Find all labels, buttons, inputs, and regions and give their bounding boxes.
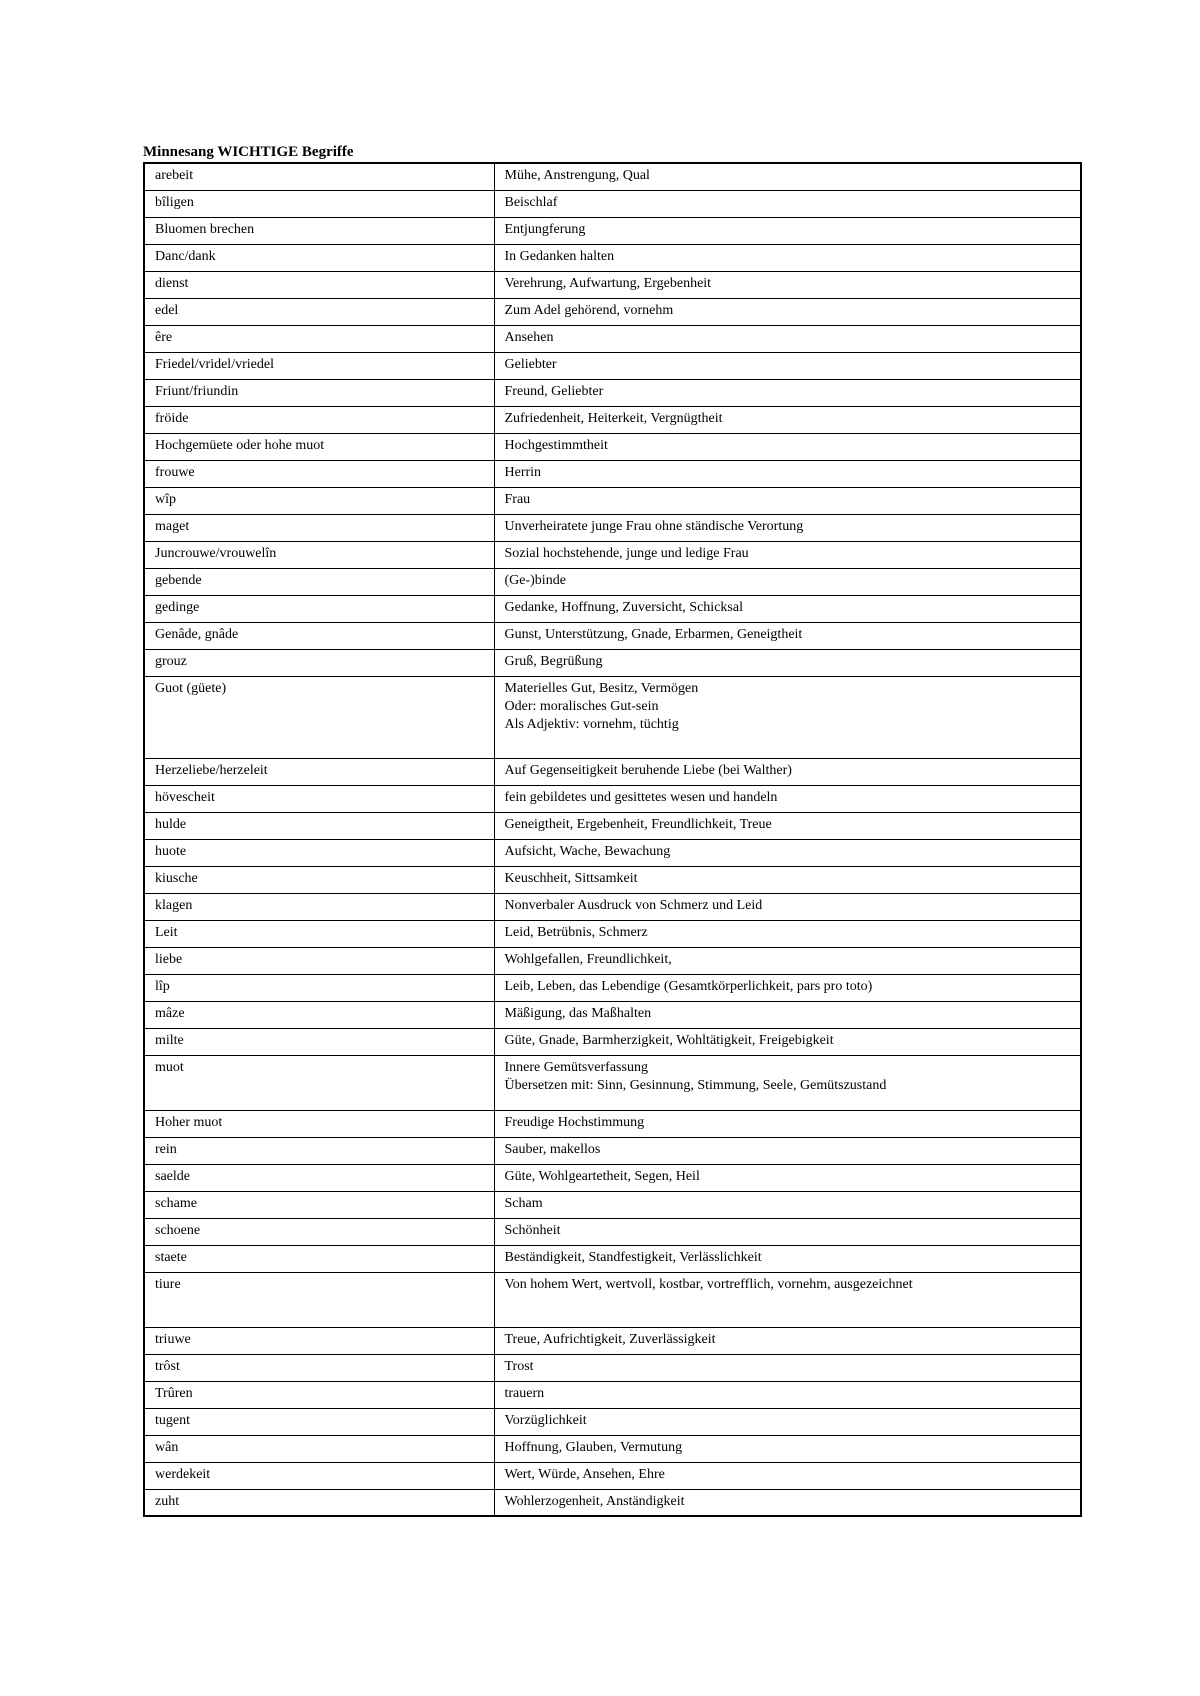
definition-line: Treue, Aufrichtigkeit, Zuverlässigkeit bbox=[504, 1331, 716, 1347]
definition-line: In Gedanken halten bbox=[504, 248, 615, 264]
table-row bbox=[144, 866, 1081, 893]
page-title: Minnesang WICHTIGE Begriffe bbox=[143, 144, 354, 160]
definition-cell bbox=[494, 839, 1081, 866]
table-row bbox=[144, 460, 1081, 487]
table-row bbox=[144, 1327, 1081, 1354]
definition-line: Nonverbaler Ausdruck von Schmerz und Leid bbox=[504, 897, 763, 913]
term-text: maget bbox=[155, 518, 190, 534]
term-cell bbox=[144, 758, 494, 785]
term-text: rein bbox=[155, 1141, 177, 1157]
term-cell bbox=[144, 163, 494, 190]
definition-cell bbox=[494, 1435, 1081, 1462]
definition-line: Ansehen bbox=[504, 329, 554, 345]
term-text: gedinge bbox=[155, 599, 200, 615]
table-row bbox=[144, 325, 1081, 352]
table-row bbox=[144, 785, 1081, 812]
document-page bbox=[143, 143, 1080, 1517]
definition-line: Gedanke, Hoffnung, Zuversicht, Schicksal bbox=[504, 599, 743, 615]
definition-line: Beischlaf bbox=[504, 194, 558, 210]
table-row bbox=[144, 920, 1081, 947]
definition-cell bbox=[494, 460, 1081, 487]
term-cell bbox=[144, 1164, 494, 1191]
definition-cell bbox=[494, 190, 1081, 217]
definition-line: Von hohem Wert, wertvoll, kostbar, vortrefflich, vornehm, ausgezeichnet bbox=[504, 1276, 913, 1292]
table-row bbox=[144, 244, 1081, 271]
definition-cell bbox=[494, 1245, 1081, 1272]
definition-cell bbox=[494, 758, 1081, 785]
term-text: tugent bbox=[155, 1412, 190, 1428]
term-text: Trûren bbox=[155, 1385, 193, 1401]
definition-cell bbox=[494, 1462, 1081, 1489]
term-text: huote bbox=[155, 843, 187, 859]
definition-line: Güte, Gnade, Barmherzigkeit, Wohltätigkeit, Freigebigkeit bbox=[504, 1032, 834, 1048]
table-row bbox=[144, 1381, 1081, 1408]
term-cell bbox=[144, 1028, 494, 1055]
term-cell bbox=[144, 325, 494, 352]
definition-line: Freudige Hochstimmung bbox=[504, 1114, 645, 1130]
term-text: schoene bbox=[155, 1222, 201, 1238]
term-cell bbox=[144, 433, 494, 460]
table-row bbox=[144, 622, 1081, 649]
term-cell bbox=[144, 1462, 494, 1489]
table-row bbox=[144, 1354, 1081, 1381]
definition-cell bbox=[494, 514, 1081, 541]
definition-cell bbox=[494, 1110, 1081, 1137]
definition-line: Wohlerzogenheit, Anständigkeit bbox=[504, 1493, 685, 1509]
definition-line: trauern bbox=[504, 1385, 545, 1401]
table-row bbox=[144, 595, 1081, 622]
definition-line: Oder: moralisches Gut-sein bbox=[504, 698, 659, 714]
definition-line: Scham bbox=[504, 1195, 543, 1211]
definition-line: Hoffnung, Glauben, Vermutung bbox=[504, 1439, 683, 1455]
term-text: mâze bbox=[155, 1005, 185, 1021]
definition-line: Zufriedenheit, Heiterkeit, Vergnügtheit bbox=[504, 410, 723, 426]
term-text: werdekeit bbox=[155, 1466, 211, 1482]
definition-line: Freund, Geliebter bbox=[504, 383, 604, 399]
table-row bbox=[144, 1462, 1081, 1489]
table-row bbox=[144, 974, 1081, 1001]
term-cell bbox=[144, 947, 494, 974]
term-text: Danc/dank bbox=[155, 248, 216, 264]
term-cell bbox=[144, 839, 494, 866]
table-row bbox=[144, 947, 1081, 974]
term-text: wîp bbox=[155, 491, 176, 507]
term-text: hövescheit bbox=[155, 789, 215, 805]
term-text: Bluomen brechen bbox=[155, 221, 255, 237]
definition-cell bbox=[494, 785, 1081, 812]
definition-line: Gunst, Unterstützung, Gnade, Erbarmen, Geneigtheit bbox=[504, 626, 803, 642]
definition-line: Leid, Betrübnis, Schmerz bbox=[504, 924, 648, 940]
term-text: Juncrouwe/vrouwelîn bbox=[155, 545, 277, 561]
table-row bbox=[144, 1408, 1081, 1435]
term-cell bbox=[144, 1110, 494, 1137]
definition-cell bbox=[494, 947, 1081, 974]
definition-line: Herrin bbox=[504, 464, 542, 480]
definition-cell bbox=[494, 433, 1081, 460]
table-row bbox=[144, 1218, 1081, 1245]
term-text: muot bbox=[155, 1059, 184, 1075]
table-row bbox=[144, 352, 1081, 379]
term-text: frouwe bbox=[155, 464, 195, 480]
term-cell bbox=[144, 1137, 494, 1164]
definition-cell bbox=[494, 217, 1081, 244]
term-text: wân bbox=[155, 1439, 179, 1455]
term-text: Hochgemüete oder hohe muot bbox=[155, 437, 325, 453]
term-text: trôst bbox=[155, 1358, 180, 1374]
term-cell bbox=[144, 1218, 494, 1245]
term-cell bbox=[144, 622, 494, 649]
definition-cell bbox=[494, 622, 1081, 649]
table-row bbox=[144, 298, 1081, 325]
term-text: bîligen bbox=[155, 194, 194, 210]
term-text: tiure bbox=[155, 1276, 181, 1292]
table-row bbox=[144, 1435, 1081, 1462]
term-text: lîp bbox=[155, 978, 170, 994]
term-text: klagen bbox=[155, 897, 193, 913]
definition-cell bbox=[494, 298, 1081, 325]
term-cell bbox=[144, 920, 494, 947]
definition-cell bbox=[494, 676, 1081, 758]
term-text: Friunt/friundin bbox=[155, 383, 239, 399]
definition-cell bbox=[494, 1327, 1081, 1354]
term-cell bbox=[144, 893, 494, 920]
term-text: grouz bbox=[155, 653, 187, 669]
definition-line: Als Adjektiv: vornehm, tüchtig bbox=[504, 716, 679, 732]
table-row bbox=[144, 379, 1081, 406]
term-text: milte bbox=[155, 1032, 184, 1048]
table-row bbox=[144, 758, 1081, 785]
definition-line: Gruß, Begrüßung bbox=[504, 653, 603, 669]
definition-line: Wohlgefallen, Freundlichkeit, bbox=[504, 951, 672, 967]
term-cell bbox=[144, 379, 494, 406]
table-row bbox=[144, 568, 1081, 595]
term-cell bbox=[144, 244, 494, 271]
table-row bbox=[144, 812, 1081, 839]
definition-cell bbox=[494, 649, 1081, 676]
glossary-body bbox=[144, 163, 1081, 1516]
definition-cell bbox=[494, 1191, 1081, 1218]
term-cell bbox=[144, 1435, 494, 1462]
definition-cell bbox=[494, 920, 1081, 947]
definition-cell bbox=[494, 1001, 1081, 1028]
term-text: edel bbox=[155, 302, 179, 318]
term-text: Hoher muot bbox=[155, 1114, 223, 1130]
term-cell bbox=[144, 352, 494, 379]
table-row bbox=[144, 1137, 1081, 1164]
term-cell bbox=[144, 1001, 494, 1028]
term-cell bbox=[144, 1381, 494, 1408]
term-cell bbox=[144, 649, 494, 676]
definition-cell bbox=[494, 1164, 1081, 1191]
definition-cell bbox=[494, 352, 1081, 379]
definition-line: Wert, Würde, Ansehen, Ehre bbox=[504, 1466, 665, 1482]
term-cell bbox=[144, 568, 494, 595]
term-cell bbox=[144, 514, 494, 541]
table-row bbox=[144, 839, 1081, 866]
term-text: saelde bbox=[155, 1168, 190, 1184]
term-text: Leit bbox=[155, 924, 178, 940]
term-cell bbox=[144, 1354, 494, 1381]
definition-cell bbox=[494, 1354, 1081, 1381]
term-cell bbox=[144, 866, 494, 893]
table-row bbox=[144, 676, 1081, 758]
definition-cell bbox=[494, 406, 1081, 433]
term-cell bbox=[144, 1489, 494, 1516]
definition-line: Mäßigung, das Maßhalten bbox=[504, 1005, 652, 1021]
table-row bbox=[144, 217, 1081, 244]
table-row bbox=[144, 1001, 1081, 1028]
term-cell bbox=[144, 785, 494, 812]
definition-cell bbox=[494, 1137, 1081, 1164]
term-text: liebe bbox=[155, 951, 183, 967]
term-text: kiusche bbox=[155, 870, 198, 886]
definition-line: Sozial hochstehende, junge und ledige Frau bbox=[504, 545, 749, 561]
term-text: Genâde, gnâde bbox=[155, 626, 239, 642]
term-cell bbox=[144, 1191, 494, 1218]
table-row bbox=[144, 1110, 1081, 1137]
definition-line: Hochgestimmtheit bbox=[504, 437, 608, 453]
definition-line: Frau bbox=[504, 491, 531, 507]
definition-cell bbox=[494, 325, 1081, 352]
table-row bbox=[144, 271, 1081, 298]
definition-line: Entjungferung bbox=[504, 221, 586, 237]
term-cell bbox=[144, 1055, 494, 1110]
definition-line: Keuschheit, Sittsamkeit bbox=[504, 870, 638, 886]
table-row bbox=[144, 1028, 1081, 1055]
definition-cell bbox=[494, 163, 1081, 190]
definition-cell bbox=[494, 1055, 1081, 1110]
term-cell bbox=[144, 298, 494, 325]
glossary-table bbox=[143, 162, 1082, 1517]
definition-line: Geliebter bbox=[504, 356, 557, 372]
table-row bbox=[144, 1489, 1081, 1516]
definition-cell bbox=[494, 568, 1081, 595]
table-row bbox=[144, 1055, 1081, 1110]
definition-cell bbox=[494, 595, 1081, 622]
definition-cell bbox=[494, 379, 1081, 406]
definition-cell bbox=[494, 893, 1081, 920]
term-text: êre bbox=[155, 329, 173, 345]
definition-line: Aufsicht, Wache, Bewachung bbox=[504, 843, 671, 859]
term-cell bbox=[144, 812, 494, 839]
definition-line: Materielles Gut, Besitz, Vermögen bbox=[504, 680, 699, 696]
term-cell bbox=[144, 1272, 494, 1327]
term-text: Herzeliebe/herzeleit bbox=[155, 762, 268, 778]
term-cell bbox=[144, 271, 494, 298]
definition-cell bbox=[494, 1218, 1081, 1245]
term-text: dienst bbox=[155, 275, 189, 291]
table-row bbox=[144, 1191, 1081, 1218]
term-text: hulde bbox=[155, 816, 187, 832]
table-row bbox=[144, 649, 1081, 676]
term-text: Guot (güete) bbox=[155, 680, 227, 696]
term-text: staete bbox=[155, 1249, 187, 1265]
table-row bbox=[144, 893, 1081, 920]
term-cell bbox=[144, 595, 494, 622]
term-cell bbox=[144, 1327, 494, 1354]
definition-line: Vorzüglichkeit bbox=[504, 1412, 587, 1428]
definition-cell bbox=[494, 271, 1081, 298]
term-text: arebeit bbox=[155, 168, 194, 183]
term-text: schame bbox=[155, 1195, 197, 1211]
term-cell bbox=[144, 1408, 494, 1435]
term-cell bbox=[144, 190, 494, 217]
definition-cell bbox=[494, 812, 1081, 839]
table-row bbox=[144, 406, 1081, 433]
table-row bbox=[144, 514, 1081, 541]
definition-cell bbox=[494, 244, 1081, 271]
definition-line: Sauber, makellos bbox=[504, 1141, 601, 1157]
table-row bbox=[144, 1164, 1081, 1191]
definition-cell bbox=[494, 866, 1081, 893]
term-cell bbox=[144, 974, 494, 1001]
definition-cell bbox=[494, 541, 1081, 568]
table-row bbox=[144, 190, 1081, 217]
table-row bbox=[144, 433, 1081, 460]
term-text: zuht bbox=[155, 1493, 180, 1509]
definition-line: Auf Gegenseitigkeit beruhende Liebe (bei Walther) bbox=[504, 762, 792, 778]
definition-line: Unverheiratete junge Frau ohne ständische Verortung bbox=[504, 518, 804, 534]
definition-line: Übersetzen mit: Sinn, Gesinnung, Stimmung, Seele, Gemütszustand bbox=[504, 1077, 887, 1093]
definition-cell bbox=[494, 1028, 1081, 1055]
definition-cell bbox=[494, 1272, 1081, 1327]
definition-line: Innere Gemütsverfassung bbox=[504, 1059, 648, 1075]
definition-line: Geneigtheit, Ergebenheit, Freundlichkeit, Treue bbox=[504, 816, 772, 832]
definition-line: Schönheit bbox=[504, 1222, 561, 1238]
definition-line: Güte, Wohlgeartetheit, Segen, Heil bbox=[504, 1168, 700, 1184]
term-cell bbox=[144, 1245, 494, 1272]
term-text: fröide bbox=[155, 410, 189, 426]
definition-line: Mühe, Anstrengung, Qual bbox=[504, 168, 650, 183]
definition-line: Leib, Leben, das Lebendige (Gesamtkörperlichkeit, pars pro toto) bbox=[504, 978, 873, 994]
term-text: Friedel/vridel/vriedel bbox=[155, 356, 274, 372]
table-row bbox=[144, 1272, 1081, 1327]
definition-line: Beständigkeit, Standfestigkeit, Verlässlichkeit bbox=[504, 1249, 762, 1265]
definition-cell bbox=[494, 487, 1081, 514]
term-text: triuwe bbox=[155, 1331, 191, 1347]
definition-line: Verehrung, Aufwartung, Ergebenheit bbox=[504, 275, 712, 291]
definition-line: Zum Adel gehörend, vornehm bbox=[504, 302, 674, 318]
term-cell bbox=[144, 487, 494, 514]
term-cell bbox=[144, 217, 494, 244]
definition-line: (Ge-)binde bbox=[504, 572, 566, 588]
definition-cell bbox=[494, 1408, 1081, 1435]
term-cell bbox=[144, 460, 494, 487]
term-text: gebende bbox=[155, 572, 202, 588]
table-row bbox=[144, 1245, 1081, 1272]
definition-cell bbox=[494, 974, 1081, 1001]
term-cell bbox=[144, 676, 494, 758]
table-row bbox=[144, 541, 1081, 568]
definition-line: Trost bbox=[504, 1358, 534, 1374]
table-row bbox=[144, 487, 1081, 514]
definition-cell bbox=[494, 1381, 1081, 1408]
definition-line: fein gebildetes und gesittetes wesen und handeln bbox=[504, 789, 778, 805]
term-cell bbox=[144, 406, 494, 433]
table-row bbox=[144, 163, 1081, 190]
definition-cell bbox=[494, 1489, 1081, 1516]
term-cell bbox=[144, 541, 494, 568]
